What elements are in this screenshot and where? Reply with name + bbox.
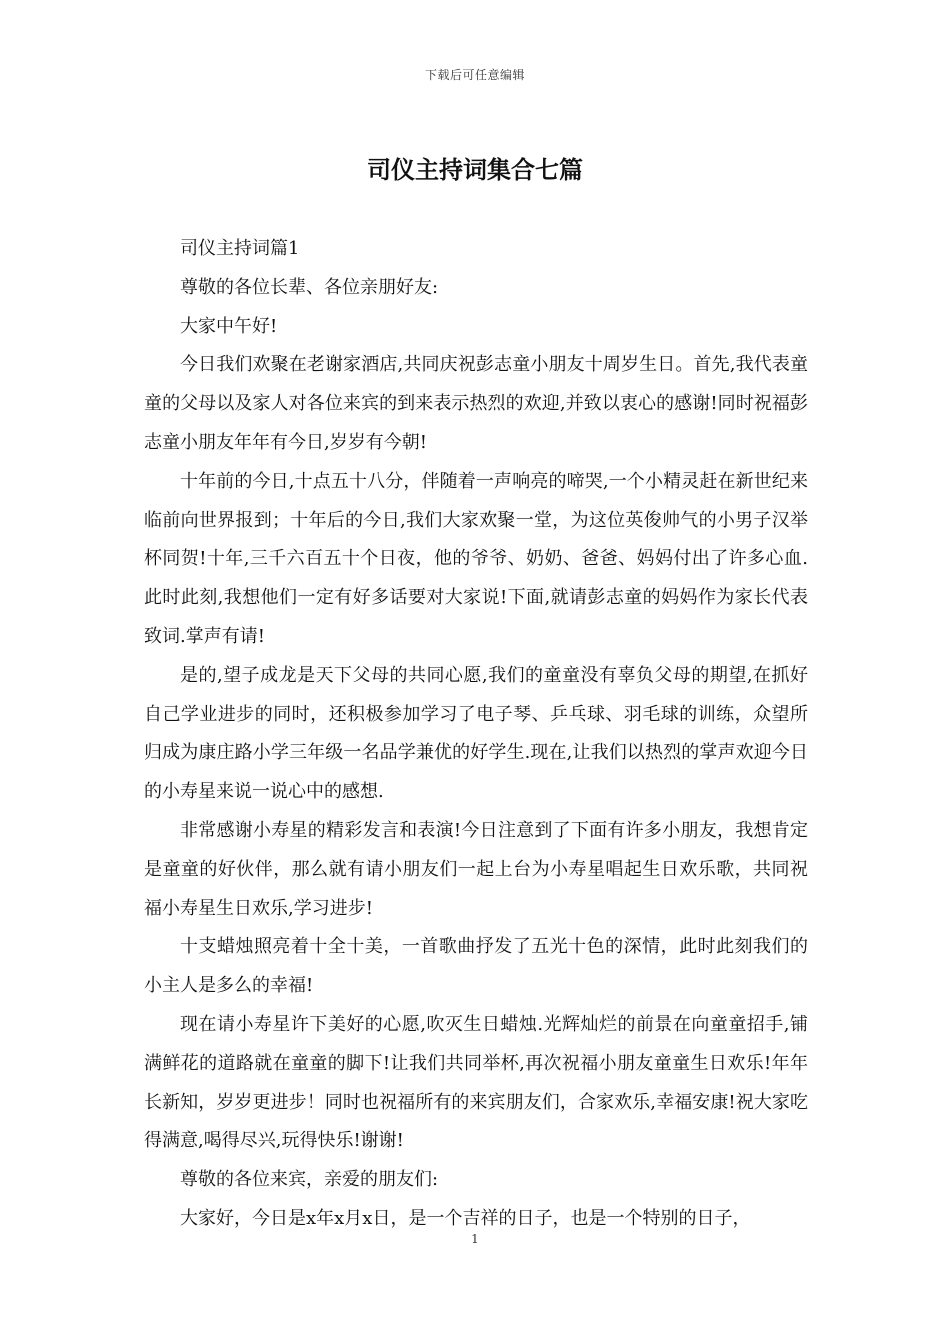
section-heading: 司仪主持词篇1 bbox=[180, 238, 300, 259]
body-paragraph: 十年前的今日,十点五十八分，伴随着一声响亮的啼哭,一个小精灵赶在新世纪来临前向世界报到；十年后的今日,我们大家欢聚一堂，为这位英俊帅气的小男子汉举杯同贺!十年,三千六百五十个日夜，他的爷爷、奶奶、爸爸、妈妈付出了许多心血.此时此刻,我想他们一定有好多话要对大家说!下面,就请彭志童的妈妈作为家长代表致词.掌声有请! bbox=[144, 470, 808, 647]
salutation: 尊敬的各位来宾，亲爱的朋友们: bbox=[180, 1169, 439, 1191]
salutation: 尊敬的各位长辈、各位亲朋好友: bbox=[180, 276, 439, 298]
document-title: 司仪主持词集合七篇 bbox=[367, 155, 583, 184]
body-paragraph: 非常感谢小寿星的精彩发言和表演!今日注意到了下面有许多小朋友，我想肯定是童童的好伙伴，那么就有请小朋友们一起上台为小寿星唱起生日欢乐歌，共同祝福小寿星生日欢乐,学习进步! bbox=[144, 819, 808, 919]
body-paragraph: 今日我们欢聚在老谢家酒店,共同庆祝彭志童小朋友十周岁生日。首先,我代表童童的父母以及家人对各位来宾的到来表示热烈的欢迎,并致以衷心的感谢!同时祝福彭志童小朋友年年有今日,岁岁有今朝! bbox=[144, 354, 808, 453]
page-header-note: 下载后可任意编辑 bbox=[424, 68, 525, 82]
body-paragraph: 十支蜡烛照亮着十全十美，一首歌曲抒发了五光十色的深情，此时此刻我们的小主人是多么的幸福! bbox=[144, 936, 808, 997]
body-paragraph: 现在请小寿星许下美好的心愿,吹灭生日蜡烛.光辉灿烂的前景在向童童招手,铺满鲜花的道路就在童童的脚下!让我们共同举杯,再次祝福小朋友童童生日欢乐!年年长新知，岁岁更进步！同时也祝福所有的来宾朋友们，合家欢乐,幸福安康!祝大家吃得满意,喝得尽兴,玩得快乐!谢谢! bbox=[144, 1013, 808, 1152]
body-paragraph: 大家好，今日是x年x月x日，是一个吉祥的日子，也是一个特别的日子， bbox=[180, 1207, 751, 1229]
body-paragraph: 是的,望子成龙是天下父母的共同心愿,我们的童童没有辜负父母的期望,在抓好自己学业进步的同时，还积极参加学习了电子琴、乒乓球、羽毛球的训练，众望所归成为康庄路小学三年级一名品学兼优的好学生.现在,让我们以热烈的掌声欢迎今日的小寿星来说一说心中的感想. bbox=[144, 664, 808, 803]
page-number: 1 bbox=[471, 1232, 479, 1246]
greeting: 大家中午好! bbox=[180, 315, 278, 337]
document-body bbox=[144, 230, 808, 1239]
